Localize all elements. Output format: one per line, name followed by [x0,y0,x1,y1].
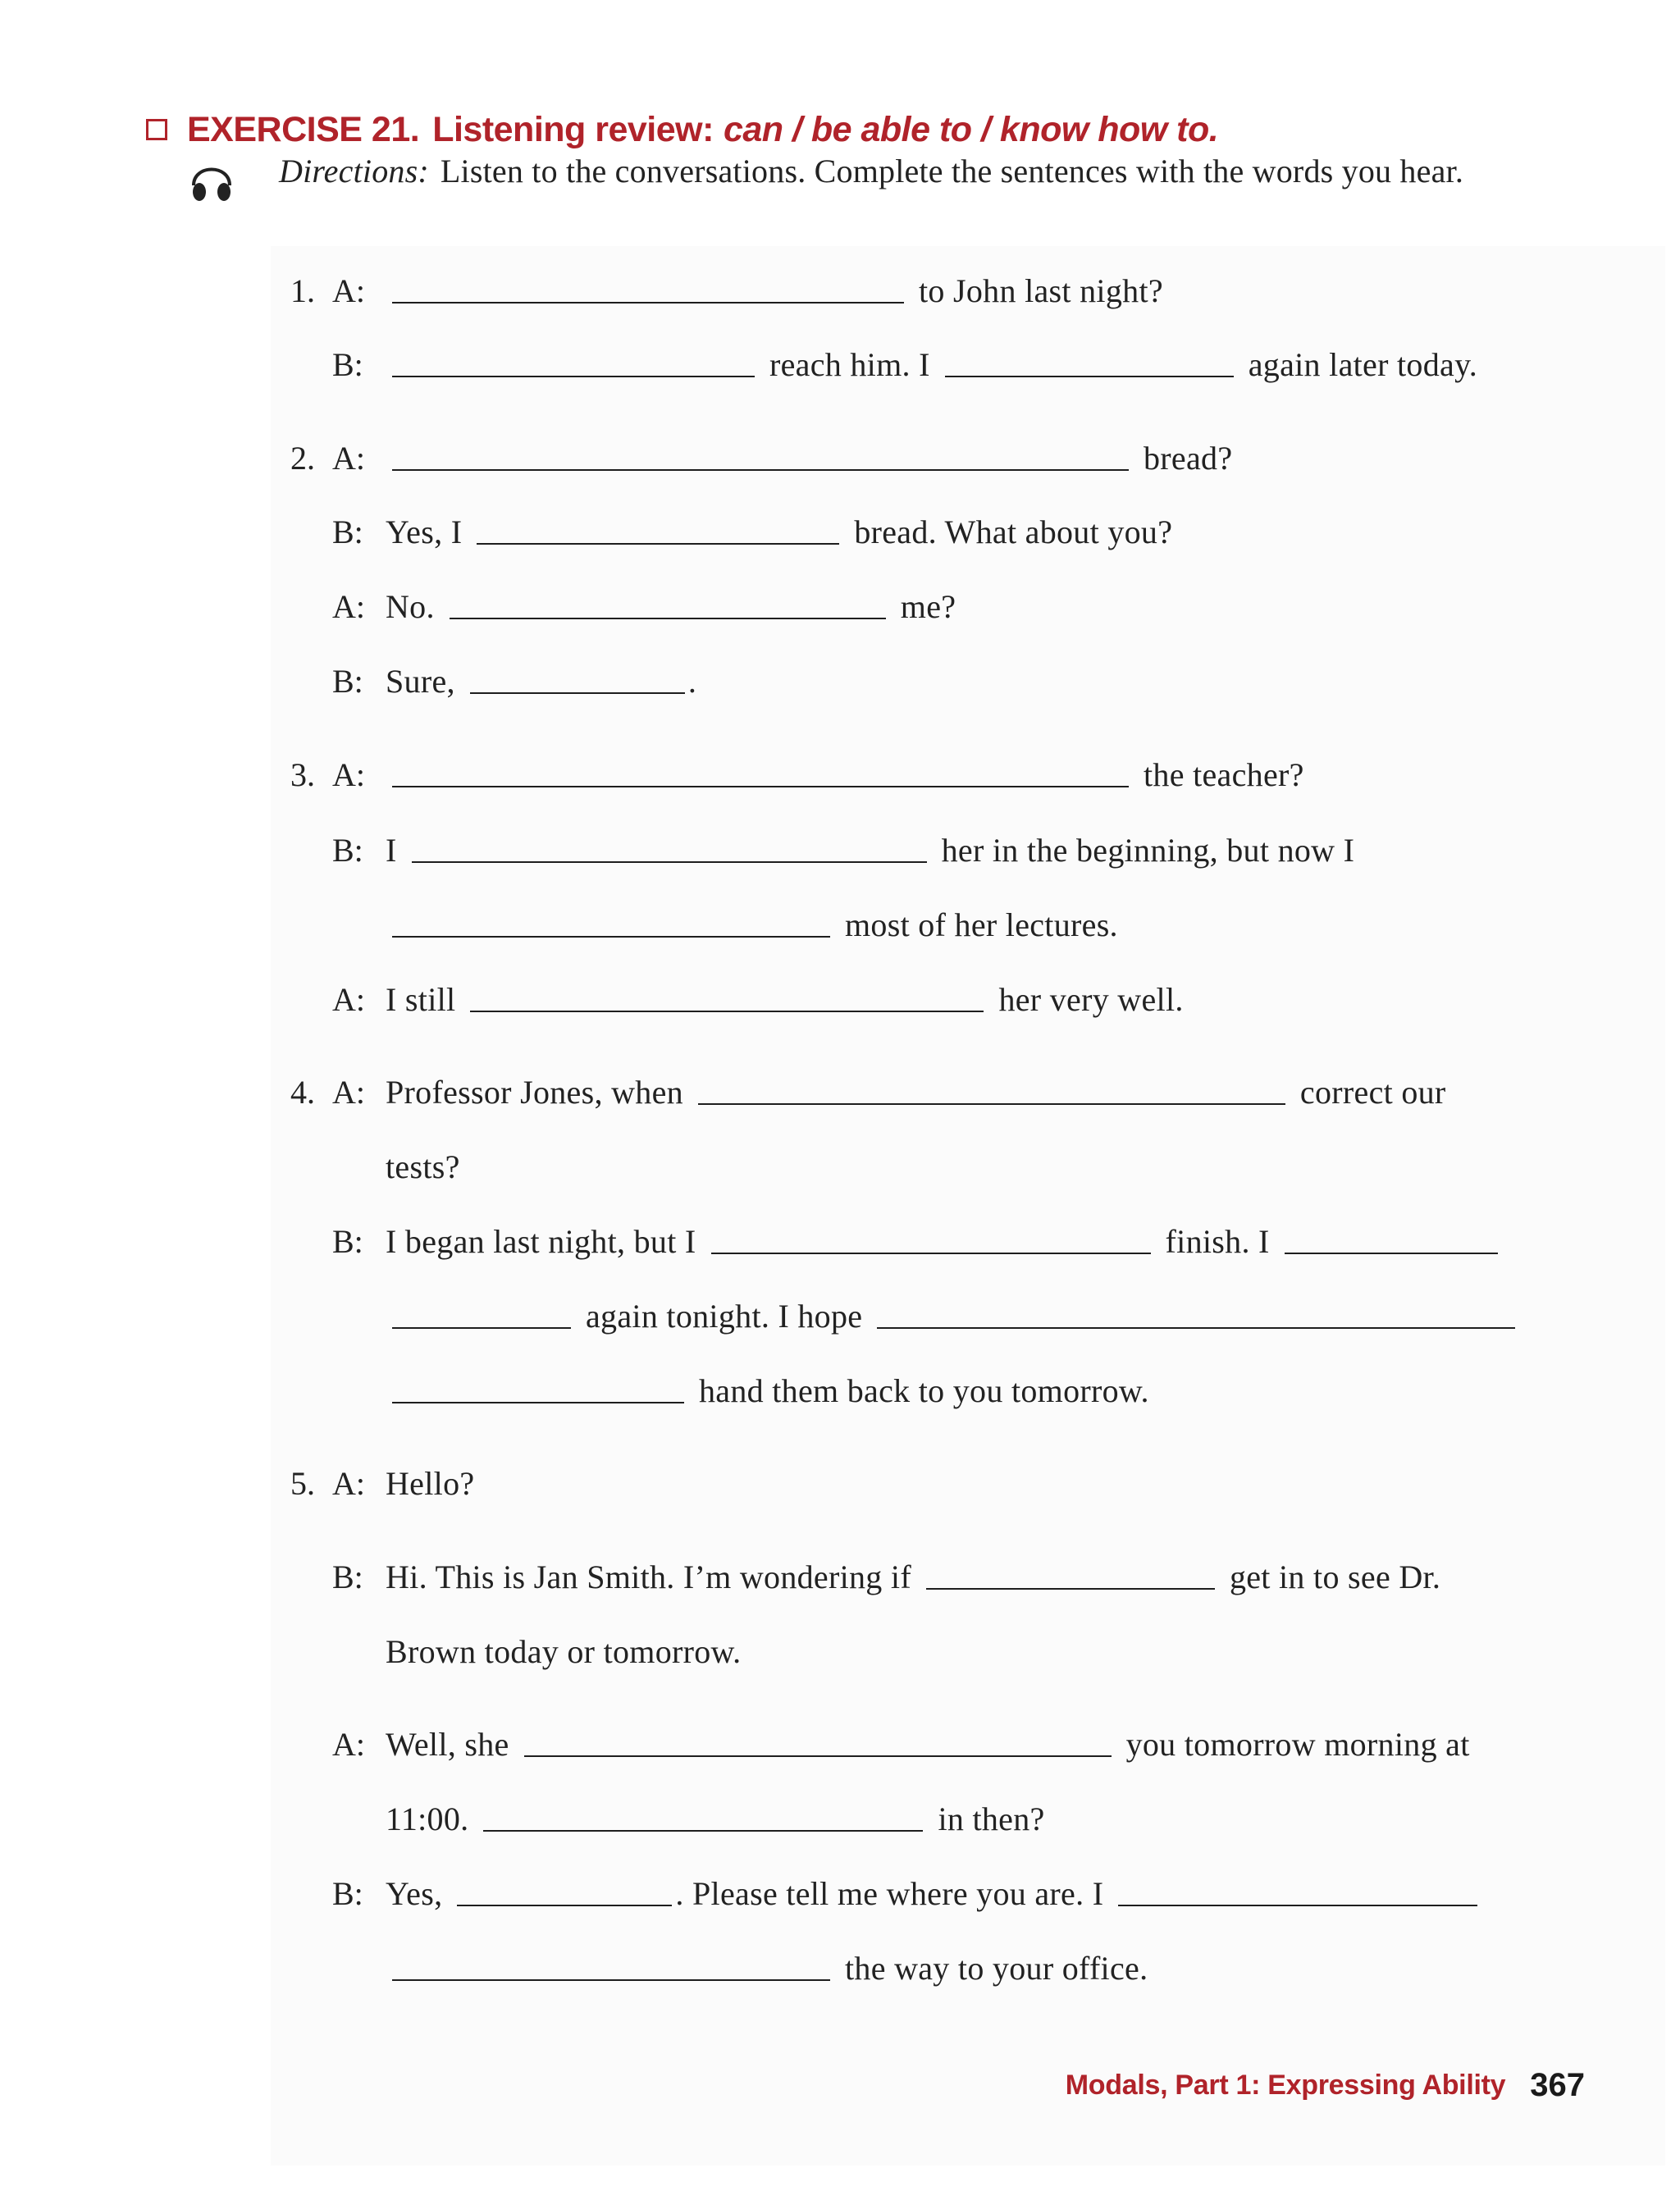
sentence-text: Sure, [386,663,455,700]
answer-blank[interactable] [392,1369,684,1403]
item-4-line-b-cont [392,1286,1515,1335]
sentence-text: you tomorrow morning at [1125,1726,1470,1763]
sentence-text: I began last night, but I [386,1223,696,1260]
directions-text: Listen to the conversations. Complete the sentences with the words you hear. [440,153,1464,189]
item-2-line-b [386,502,1172,551]
speaker-label: B: [332,346,363,383]
speaker-label: A: [332,1726,365,1763]
sentence-text: Yes, I [386,513,463,550]
sentence-text: tests? [386,1148,460,1185]
speaker-label: A: [332,588,365,625]
item-3-line-b [386,820,1354,869]
sentence-text: her in the beginning, but now I [941,832,1355,869]
speaker-label: A: [332,1465,365,1502]
speaker-label: B: [332,1875,363,1912]
sentence-text: Professor Jones, when [386,1074,683,1111]
answer-blank[interactable] [392,269,904,303]
sentence-text: correct our [1299,1074,1446,1111]
item-3-line-a [392,745,1304,794]
answer-blank[interactable] [470,978,984,1012]
sentence-text: to John last night? [919,272,1163,309]
sentence-text: her very well. [998,981,1184,1018]
sentence-text: the way to your office. [845,1950,1148,1987]
sentence-text: again tonight. I hope [586,1298,863,1335]
speaker-label: B: [332,663,363,700]
sentence-text: I still [386,981,456,1018]
sentence-text: finish. I [1165,1223,1270,1260]
item-5-line-a2-cont [386,1789,1045,1838]
speaker-label: A: [332,756,365,793]
answer-blank[interactable] [1285,1220,1498,1254]
speaker-label: B: [332,513,363,550]
item-5-line-a2 [386,1714,1470,1764]
speaker-label: A: [332,1074,365,1111]
speaker-label: A: [332,440,365,477]
headphones-icon[interactable] [189,154,235,205]
speaker-label: A: [332,272,365,309]
chapter-title: Modals, Part 1: Expressing Ability [1065,2069,1506,2101]
item-5-line-b2 [386,1864,1477,1913]
item-number-4: 4. [290,1074,315,1111]
page-number: 367 [1530,2066,1585,2103]
sentence-text: Yes, [386,1875,443,1912]
exercise-title-italic: can / be able to / know how to. [723,109,1219,149]
speaker-label: B: [332,1223,363,1260]
item-4-line-b [386,1212,1498,1261]
sentence-text: Hello? [386,1465,475,1502]
item-5-line-a [386,1454,474,1503]
answer-blank[interactable] [945,343,1234,377]
item-5-line-b [386,1547,1440,1596]
speaker-label: B: [332,832,363,869]
item-2-line-b2 [386,651,696,701]
sentence-text: Hi. This is Jan Smith. I’m wondering if [386,1558,911,1595]
answer-blank[interactable] [698,1070,1285,1105]
answer-blank[interactable] [412,828,927,863]
answer-blank[interactable] [483,1797,923,1832]
answer-blank[interactable] [877,1294,1515,1329]
sentence-text: bread? [1144,440,1233,477]
answer-blank[interactable] [524,1723,1112,1757]
sentence-text: I [386,832,397,869]
answer-blank[interactable] [392,343,755,377]
answer-blank[interactable] [450,585,886,619]
sentence-text: . [687,663,697,700]
item-4-line-a-cont [386,1137,460,1186]
sentence-text: . Please tell me where you are. I [675,1875,1104,1912]
sentence-text: reach him. I [769,346,930,383]
answer-blank[interactable] [392,436,1129,471]
answer-blank[interactable] [1118,1872,1477,1906]
sentence-text: Well, she [386,1726,509,1763]
sentence-text: 11:00. [386,1800,469,1837]
sentence-text: in then? [938,1800,1045,1837]
answer-blank[interactable] [392,903,830,938]
item-2-line-a2 [386,577,956,626]
sentence-text: get in to see Dr. [1229,1558,1441,1595]
sentence-text: hand them back to you tomorrow. [699,1372,1149,1409]
answer-blank[interactable] [457,1872,672,1906]
exercise-header [146,105,1218,154]
item-number-3: 3. [290,756,315,793]
exercise-label: EXERCISE 21. [187,109,420,149]
answer-blank[interactable] [392,1294,571,1329]
item-3-line-a2 [386,970,1184,1019]
item-number-2: 2. [290,440,315,477]
page-footer [1066,2060,1585,2110]
item-5-line-b-cont [386,1622,741,1671]
item-4-line-b-cont2 [392,1361,1149,1410]
item-1-line-b [392,335,1477,384]
sentence-text: Brown today or tomorrow. [386,1633,742,1670]
answer-blank[interactable] [926,1555,1215,1590]
sentence-text: bread. What about you? [854,513,1173,550]
sentence-text: No. [386,588,435,625]
speaker-label: B: [332,1558,363,1595]
answer-blank[interactable] [392,753,1129,787]
item-4-line-a [386,1062,1446,1111]
sentence-text: the teacher? [1144,756,1304,793]
answer-blank[interactable] [477,510,839,545]
sentence-text: again later today. [1248,346,1478,383]
item-number-5: 5. [290,1465,315,1502]
directions-label: Directions: [279,153,429,189]
exercise-title: Listening review: [432,109,714,149]
item-2-line-a [392,428,1232,477]
answer-blank[interactable] [711,1220,1151,1254]
checkbox-icon[interactable] [146,119,167,140]
item-1-line-a [392,261,1163,310]
item-number-1: 1. [290,272,315,309]
answer-blank[interactable] [392,1946,830,1981]
sentence-text: me? [900,588,956,625]
item-3-line-b-cont [392,895,1118,944]
sentence-text: most of her lectures. [845,906,1118,943]
answer-blank[interactable] [470,659,685,694]
speaker-label: A: [332,981,365,1018]
item-5-line-b2-cont [392,1938,1148,1987]
directions [279,151,1542,192]
